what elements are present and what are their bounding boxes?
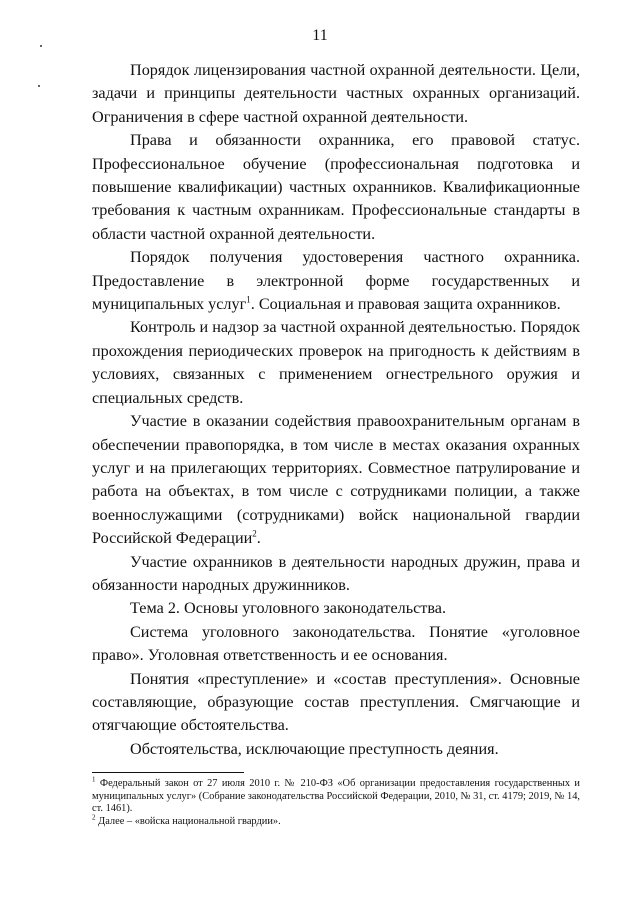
scan-speck bbox=[40, 45, 42, 47]
page-number: 11 bbox=[312, 27, 328, 44]
paragraph: Контроль и надзор за частной охранной деятельностью. Порядок прохождения периодических проверок на пригодность к действиям в условиях, связанных с применением огнестрельного оружия и специальных средств. bbox=[92, 318, 580, 407]
paragraph-text: Участие в оказании содействия правоохранительным органам в обеспечении правопорядка, в том числе в местах оказания охранных услуг и на прилегающих территориях. Совместное патрулирование и работа на объектах, в том числе с сотрудниками полиции, а также военнослужащими (сотрудниками) войск национальной гвардии Российской Федерации bbox=[92, 412, 580, 548]
footnote-mark: 1 bbox=[92, 775, 96, 784]
paragraph bbox=[92, 246, 580, 316]
paragraph: Система уголовного законодательства. Понятие «уголовное право». Уголовная ответственность и ее основания. bbox=[92, 622, 580, 665]
footnote-separator bbox=[92, 772, 244, 773]
paragraph: Участие охранников в деятельности народных дружин, права и обязанности народных дружинников. bbox=[92, 552, 580, 594]
section-heading: Тема 2. Основы уголовного законодательства. bbox=[130, 599, 447, 618]
paragraph-text: . bbox=[256, 529, 261, 548]
paragraph: Обстоятельства, исключающие преступность деяния. bbox=[130, 739, 499, 758]
footnotes bbox=[92, 775, 580, 828]
scan-speck bbox=[38, 85, 40, 87]
paragraph: Понятия «преступление» и «состав преступления». Основные составляющие, образующие состав преступления. Смягчающие и отягчающие обстоятельства. bbox=[92, 669, 580, 735]
body-text bbox=[92, 59, 580, 761]
footnote-reference: 1 bbox=[246, 294, 251, 305]
footnote-mark: 2 bbox=[92, 813, 96, 822]
paragraph: Порядок лицензирования частной охранной деятельности. Цели, задачи и принципы деятельности частных охранных организаций. Ограничения в сфере частной охранной деятельности. bbox=[92, 61, 580, 126]
paragraph-text: Порядок получения удостоверения частного охранника. Предоставление в электронной форме государственных и муниципальных услуг bbox=[92, 248, 580, 314]
paragraph: Права и обязанности охранника, его правовой статус. Профессиональное обучение (профессиональная подготовка и повышение квалификации) частных охранников. Квалификационные требования к частным охранникам. Профессиональные стандарты в области частной охранной деятельности. bbox=[92, 131, 580, 243]
footnote-reference: 2 bbox=[252, 528, 257, 539]
paragraph-text: . Социальная и правовая защита охранников. bbox=[250, 295, 561, 314]
footnote bbox=[92, 813, 580, 829]
footnote-text: Далее – «войска национальной гвардии». bbox=[98, 815, 281, 827]
paragraph bbox=[92, 410, 580, 550]
footnote-text: Федеральный закон от 27 июля 2010 г. № 210-ФЗ «Об организации предоставления государственных и муниципальных услуг» (Собрание законодательства Российской Федерации, 2010, № 31, ст. 4179; 2019, № 14, ст. 1461). bbox=[92, 778, 580, 815]
footnote bbox=[92, 775, 580, 816]
